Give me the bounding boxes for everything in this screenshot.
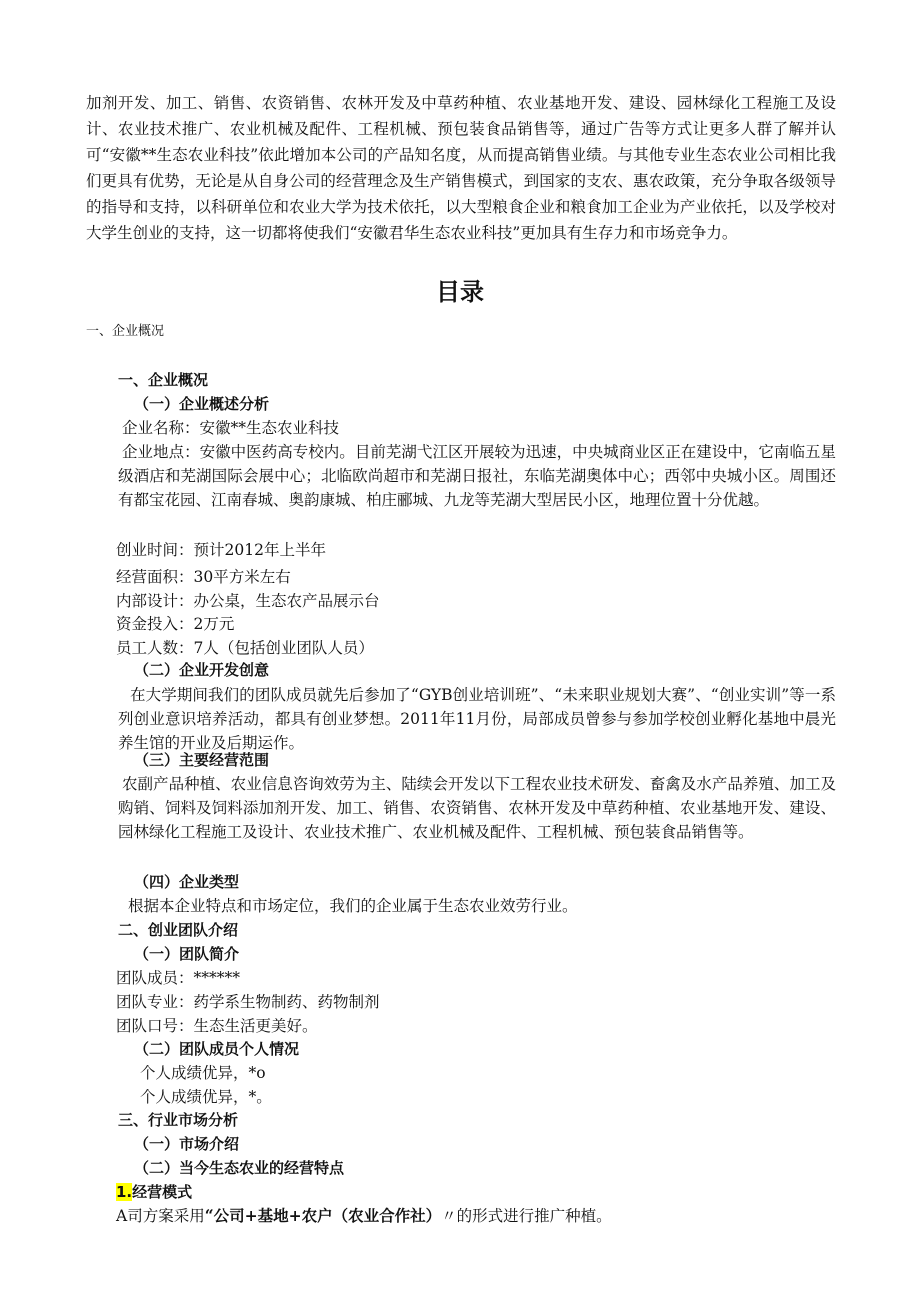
toc-title: 目录	[436, 278, 484, 306]
model-line	[116, 1204, 612, 1228]
item-heading	[116, 1180, 192, 1204]
toc-entry[interactable]: 一、企业概况	[86, 324, 165, 339]
model-line-bold: “公司+基地+农户（农业合作社）	[204, 1206, 442, 1225]
model-line-prefix: A司方案采用	[116, 1207, 205, 1225]
section-heading: 三、行业市场分析	[118, 1111, 239, 1129]
subsection-heading: （二）企业开发创意	[134, 661, 270, 679]
section-heading: 二、创业团队介绍	[118, 921, 239, 939]
subsection-heading: （三）主要经营范围	[134, 751, 270, 769]
staff-count: 员工人数：7人（包括创业团队人员）	[116, 639, 374, 657]
company-type: 根据本企业特点和市场定位，我们的企业属于生态农业效劳行业。	[128, 897, 578, 915]
scope-paragraph: 农副产品种植、农业信息咨询效劳为主、陆续会开发以下工程农业技术研发、畜禽及水产品养殖、加工及购销、饲料及饲料添加剂开发、加工、销售、农资销售、农林开发及中草药种植、农业基地开发、建设、园林绿化工程施工及设计、农业技术推广、农业机械及配件、工程机械、预包装食品销售等。	[118, 775, 836, 841]
company-location: 企业地点：安徽中医药高专校内。目前芜湖弋江区开展较为迅速，中央城商业区正在建设中，它南临五星级酒店和芜湖国际会展中心；北临欧尚超市和芜湖日报社，东临芜湖奥体中心；西邻中央城小区。周围还有都宝花园、江南春城、奥韵康城、柏庄郦城、九龙等芜湖大型居民小区，地理位置十分优越。	[118, 443, 836, 509]
subsection-heading: （一）市场介绍	[134, 1135, 240, 1153]
subsection-heading: （二）当今生态农业的经营特点	[134, 1159, 345, 1177]
business-area: 经营面积：30平方米左右	[116, 568, 291, 586]
subsection-heading: （一）团队简介	[134, 945, 240, 963]
section-heading: 一、企业概况	[118, 371, 209, 389]
subsection-heading: （一）企业概述分析	[134, 395, 270, 413]
subsection-heading: （二）团队成员个人情况	[134, 1040, 300, 1058]
start-time: 创业时间：预计2012年上半年	[116, 541, 326, 559]
intro-paragraph: 加剂开发、加工、销售、农资销售、农林开发及中草药种植、农业基地开发、建设、园林绿化工程施工及设计、农业技术推广、农业机械及配件、工程机械、预包装食品销售等，通过广告等方式让更多人群了解并认可“安徽**生态农业科技”依此增加本公司的产品知名度，从而提高销售业绩。与其他专业生态农业公司相比我们更具有优势，无论是从自身公司的经营理念及生产销售模式，到国家的支农、惠农政策，充分争取各级领导的指导和支持，以科研单位和农业大学为技术依托，以大型粮食企业和粮食加工企业为产业依托，以及学校对大学生创业的支持，这一切都将使我们“安徽君华生态农业科技”更加具有生存力和市场竞争力。	[86, 94, 836, 242]
subsection-heading: （四）企业类型	[134, 873, 240, 891]
item-title: 经营模式	[132, 1183, 193, 1201]
model-line-suffix: 〃的形式进行推广种植。	[441, 1207, 612, 1225]
company-name: 企业名称：安徽**生态农业科技	[122, 419, 340, 437]
capital-investment: 资金投入：2万元	[116, 615, 235, 633]
team-major: 团队专业：药学系生物制药、药物制剂	[116, 993, 380, 1011]
idea-paragraph: 在大学期间我们的团队成员就先后参加了“GYB创业培训班”、“未来职业规划大赛”、“创业实训”等一系列创业意识培养活动，都具有创业梦想。2011年11月份，局部成员曾参与参加学校创业孵化基地中晨光养生馆的开业及后期运作。	[118, 686, 836, 752]
member-note: 个人成绩优异，*。	[140, 1088, 272, 1106]
team-members: 团队成员：******	[116, 969, 241, 987]
item-number: 1.	[116, 1183, 133, 1201]
member-note: 个人成绩优异，*o	[140, 1064, 266, 1082]
team-slogan: 团队口号：生态生活更美好。	[116, 1017, 318, 1035]
interior-design: 内部设计：办公桌，生态农产品展示台	[116, 592, 380, 610]
